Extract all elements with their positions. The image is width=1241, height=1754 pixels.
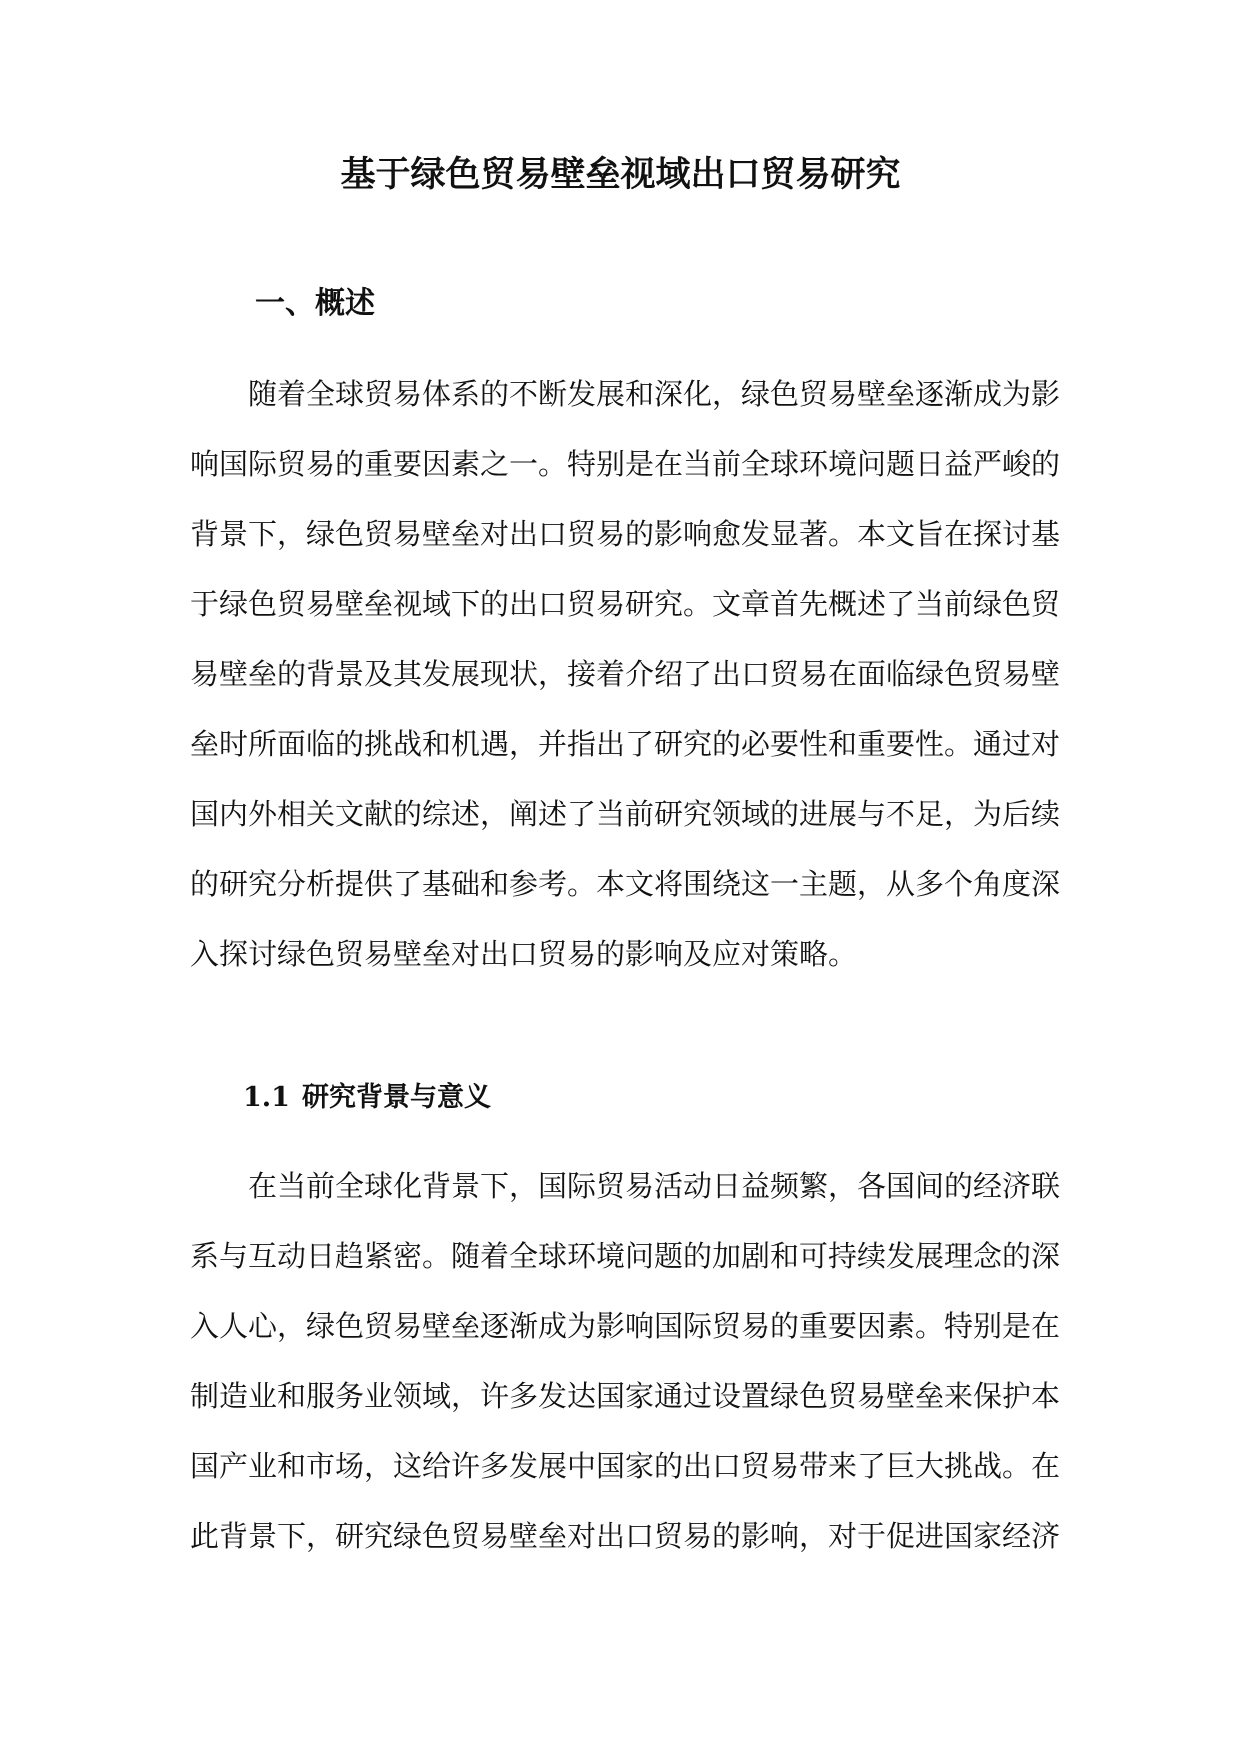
paragraph-line: 国内外相关文献的综述，阐述了当前研究领域的进展与不足，为后续 <box>190 797 1061 831</box>
paragraph-line: 响国际贸易的重要因素之一。特别是在当前全球环境问题日益严峻的 <box>190 447 1061 481</box>
paragraph-line: 系与互动日趋紧密。随着全球环境问题的加剧和可持续发展理念的深 <box>190 1239 1061 1273</box>
paragraph-line: 垒时所面临的挑战和机遇，并指出了研究的必要性和重要性。通过对 <box>190 727 1061 761</box>
document-title: 基于绿色贸易壁垒视域出口贸易研究 <box>340 154 901 195</box>
paragraph-line: 入人心，绿色贸易壁垒逐渐成为影响国际贸易的重要因素。特别是在 <box>190 1309 1061 1343</box>
subsection-heading-background <box>243 1075 491 1121</box>
subsection-title: 研究背景与意义 <box>301 1082 491 1113</box>
paragraph-line: 此背景下，研究绿色贸易壁垒对出口贸易的影响，对于促进国家经济 <box>190 1519 1061 1553</box>
subsection-number: 1.1 <box>243 1082 290 1113</box>
paragraph-line: 的研究分析提供了基础和参考。本文将围绕这一主题，从多个角度深 <box>190 867 1061 901</box>
background-paragraph <box>190 1151 1061 1571</box>
paragraph-line: 在当前全球化背景下，国际贸易活动日益频繁，各国间的经济联 <box>248 1169 1061 1203</box>
paragraph-line: 背景下，绿色贸易壁垒对出口贸易的影响愈发显著。本文旨在探讨基 <box>190 517 1061 551</box>
paragraph-line: 易壁垒的背景及其发展现状，接着介绍了出口贸易在面临绿色贸易壁 <box>190 657 1061 691</box>
overview-paragraph <box>190 359 1061 989</box>
paragraph-line: 入探讨绿色贸易壁垒对出口贸易的影响及应对策略。 <box>190 937 858 971</box>
section-heading-overview: 一、概述 <box>255 286 375 321</box>
paragraph-line: 国产业和市场，这给许多发展中国家的出口贸易带来了巨大挑战。在 <box>190 1449 1061 1483</box>
paragraph-line: 随着全球贸易体系的不断发展和深化，绿色贸易壁垒逐渐成为影 <box>248 377 1061 411</box>
paragraph-line: 制造业和服务业领域，许多发达国家通过设置绿色贸易壁垒来保护本 <box>190 1379 1061 1413</box>
paragraph-line: 于绿色贸易壁垒视域下的出口贸易研究。文章首先概述了当前绿色贸 <box>190 587 1061 621</box>
